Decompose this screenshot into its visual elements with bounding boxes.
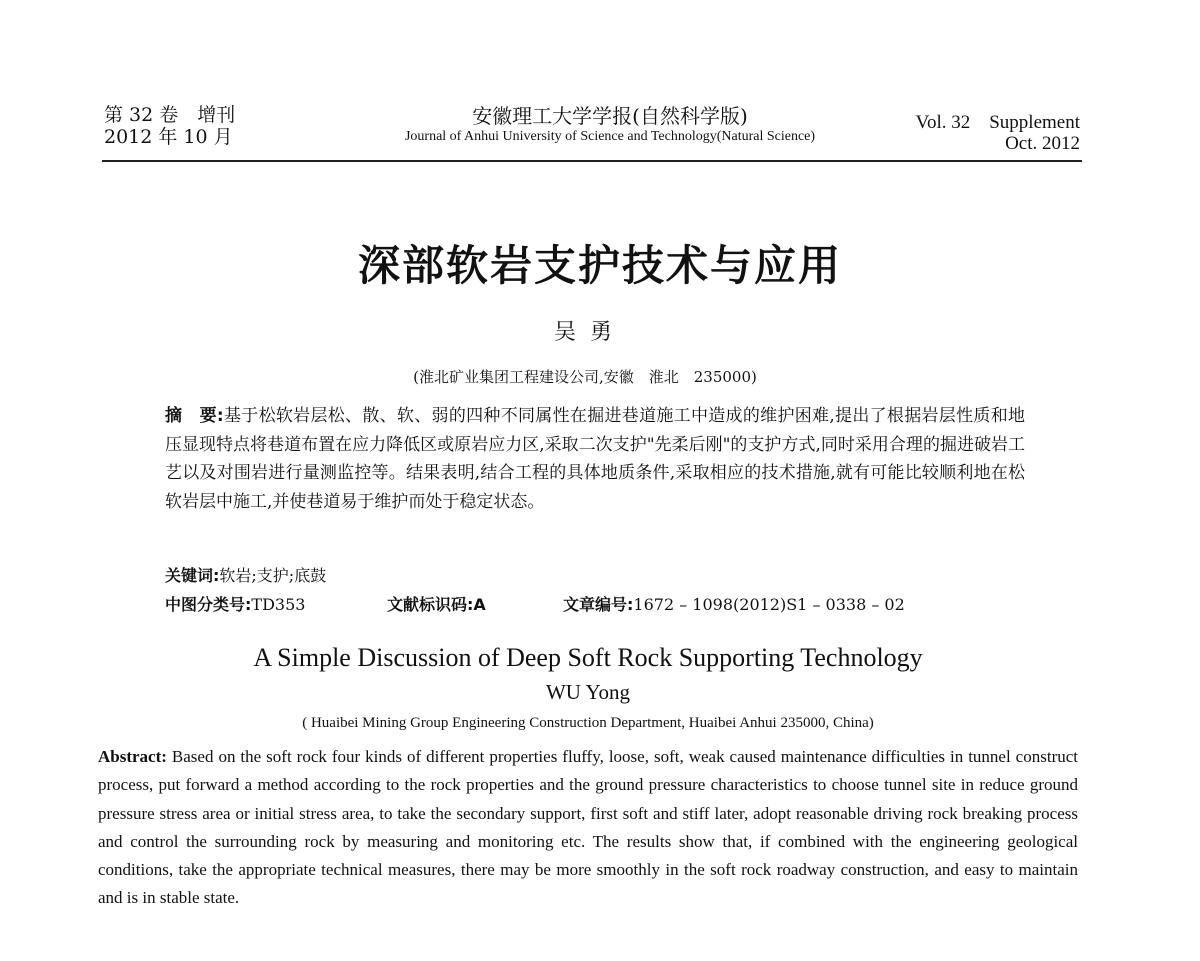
keywords-text: 软岩;支护;底鼓 bbox=[219, 566, 327, 585]
author-en: WU Yong bbox=[545, 680, 631, 704]
journal-title-en: Journal of Anhui University of Science and Technology(Natural Science) bbox=[404, 129, 816, 144]
volume-en: Vol. 32 Supplement bbox=[915, 112, 1080, 133]
doc-code-label: 文献标识码: bbox=[387, 595, 474, 614]
article-no-value: 1672 – 1098(2012)S1 – 0338 – 02 bbox=[633, 595, 905, 614]
abstract-label-cn: 摘 要: bbox=[165, 406, 224, 426]
affiliation-cn: (淮北矿业集团工程建设公司,安徽 淮北 235000) bbox=[413, 368, 757, 386]
keywords bbox=[165, 563, 326, 586]
header-right bbox=[880, 112, 1080, 154]
volume-cn: 第 32 卷 增刊 bbox=[104, 104, 236, 126]
keywords-label: 关键词: bbox=[165, 566, 220, 585]
affiliation-en: ( Huaibei Mining Group Engineering Construction Department, Huaibei Anhui 235000, China) bbox=[302, 715, 874, 731]
abstract-text-cn: 基于松软岩层松、散、软、弱的四种不同属性在掘进巷道施工中造成的维护困难,提出了根据岩层性质和地压显现特点将巷道布置在应力降低区或原岩应力区,采取二次支护"先柔后刚"的支护方式,同时采用合理的掘进破岩工艺以及对围岩进行量测监控等。结果表明,结合工程的具体地质条件,采取相应的技术措施,就有可能比较顺利地在松软岩层中施工,并使巷道易于维护而处于稳定状态。 bbox=[165, 406, 1025, 512]
header-left bbox=[104, 104, 235, 148]
abstract-text-en: Based on the soft rock four kinds of different properties fluffy, loose, soft, weak caused maintenance difficulties in tunnel construct process, put forward a method according to the rock properties and the ground pressure characteristics to choose tunnel site in reduce ground pressure stress area or initial stress area, to take the secondary support, first soft and stiff later, adopt reasonable driving rock breaking process and control the surrounding rock by measuring and monitoring etc. The results show that, if combined with the engineering geological conditions, take the appropriate technical measures, there may be more smoothly in the soft rock roadway construction, and easy to maintain and is in stable state. bbox=[98, 747, 1078, 908]
abstract-label-en: Abstract: bbox=[98, 747, 167, 766]
header-rule bbox=[102, 160, 1082, 162]
clc-label: 中图分类号: bbox=[165, 595, 252, 614]
doc-code-value: A bbox=[473, 595, 486, 614]
journal-title-cn: 安徽理工大学学报(自然科学版) bbox=[472, 104, 748, 128]
header-center bbox=[300, 104, 920, 146]
clc-value: TD353 bbox=[251, 595, 306, 614]
author-cn: 吴勇 bbox=[553, 320, 626, 345]
paper-title-cn: 深部软岩支护技术与应用 bbox=[357, 241, 842, 290]
abstract-cn bbox=[165, 402, 1025, 516]
date-en: Oct. 2012 bbox=[1005, 133, 1080, 154]
article-no-label: 文章编号: bbox=[563, 595, 634, 614]
classification-line bbox=[165, 592, 1065, 615]
paper-title-en: A Simple Discussion of Deep Soft Rock Supporting Technology bbox=[253, 643, 923, 672]
date-cn: 2012 年 10 月 bbox=[104, 126, 233, 148]
abstract-en bbox=[98, 743, 1078, 913]
